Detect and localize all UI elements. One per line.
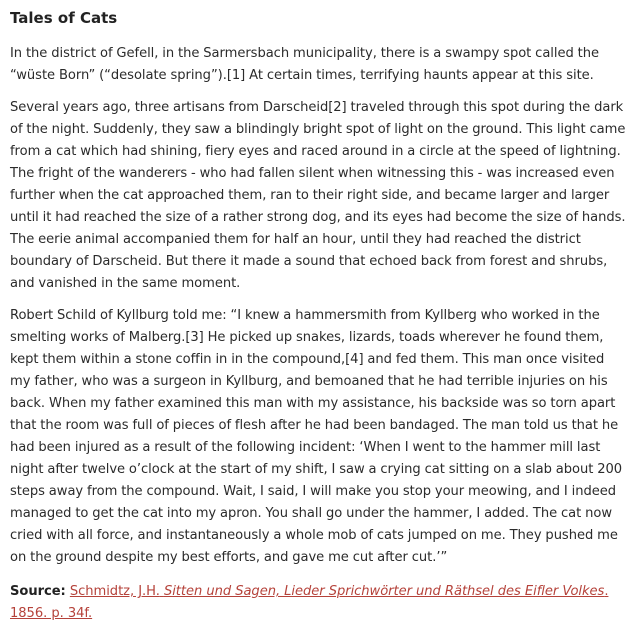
source-link[interactable]: [10, 584, 608, 621]
paragraph-2: Several years ago, three artisans from Darscheid[2] traveled through this spot during the dark of the night. Suddenly, they saw a blindingly bright spot of light on the ground. This light came from a cat which had shining, fiery eyes and raced around in a circle at the speed of lightning. The fright of the wanderers - who had fallen silent when witnessing this - was increased even further when the cat approached them, ran to their right side, and became larger and larger until it had reached the size of a rather strong dog, and its eyes had become the size of hands. The eerie animal accompanied them for half an hour, until they had reached the district boundary of Darscheid. But there it made a sound that echoed back from forest and shrubs, and vanished in the same moment.: [10, 100, 626, 291]
source-work-title: Sitten und Sagen, Lieder Sprichwörter und Räthsel des Eifler Volkes: [163, 584, 605, 599]
paragraph-1: In the district of Gefell, in the Sarmersbach municipality, there is a swampy spot called the “wüste Born” (“desolate spring”).[1] At certain times, terrifying haunts appear at this site.: [10, 46, 599, 83]
source-citation: [10, 581, 626, 625]
source-author: Schmidtz, J.H.: [69, 584, 160, 599]
article-title: Tales of Cats: [10, 9, 118, 27]
source-label: Source:: [10, 584, 66, 599]
source-year-pages: . 1856. p. 34f.: [10, 584, 609, 621]
paragraph-3: Robert Schild of Kyllburg told me: “I knew a hammersmith from Kyllberg who worked in the smelting works of Malberg.[3] He picked up snakes, lizards, toads wherever he found them, kept them within a stone coffin in in the compound,[4] and fed them. This man once visited my father, who was a surgeon in Kyllburg, and bemoaned that he had terrible injuries on his back. When my father examined this man with my assistance, his backside was so torn apart that the room was full of pieces of flesh after he had been bandaged. The man told us that he had been injured as a result of the following incident: ‘When I went to the hammer mill last night after twelve o’clock at the start of my shift, I saw a crying cat sitting on a slab about 200 steps away from the compound. Wait, I said, I will make you stop your meowing, and I indeed managed to get the cat into my apron. You shall go under the hammer, I added. The cat now cried with all force, and instantaneously a whole mob of cats jumped on me. They pushed me on the ground despite my best efforts, and gave me cut after cut.’”: [10, 308, 623, 565]
